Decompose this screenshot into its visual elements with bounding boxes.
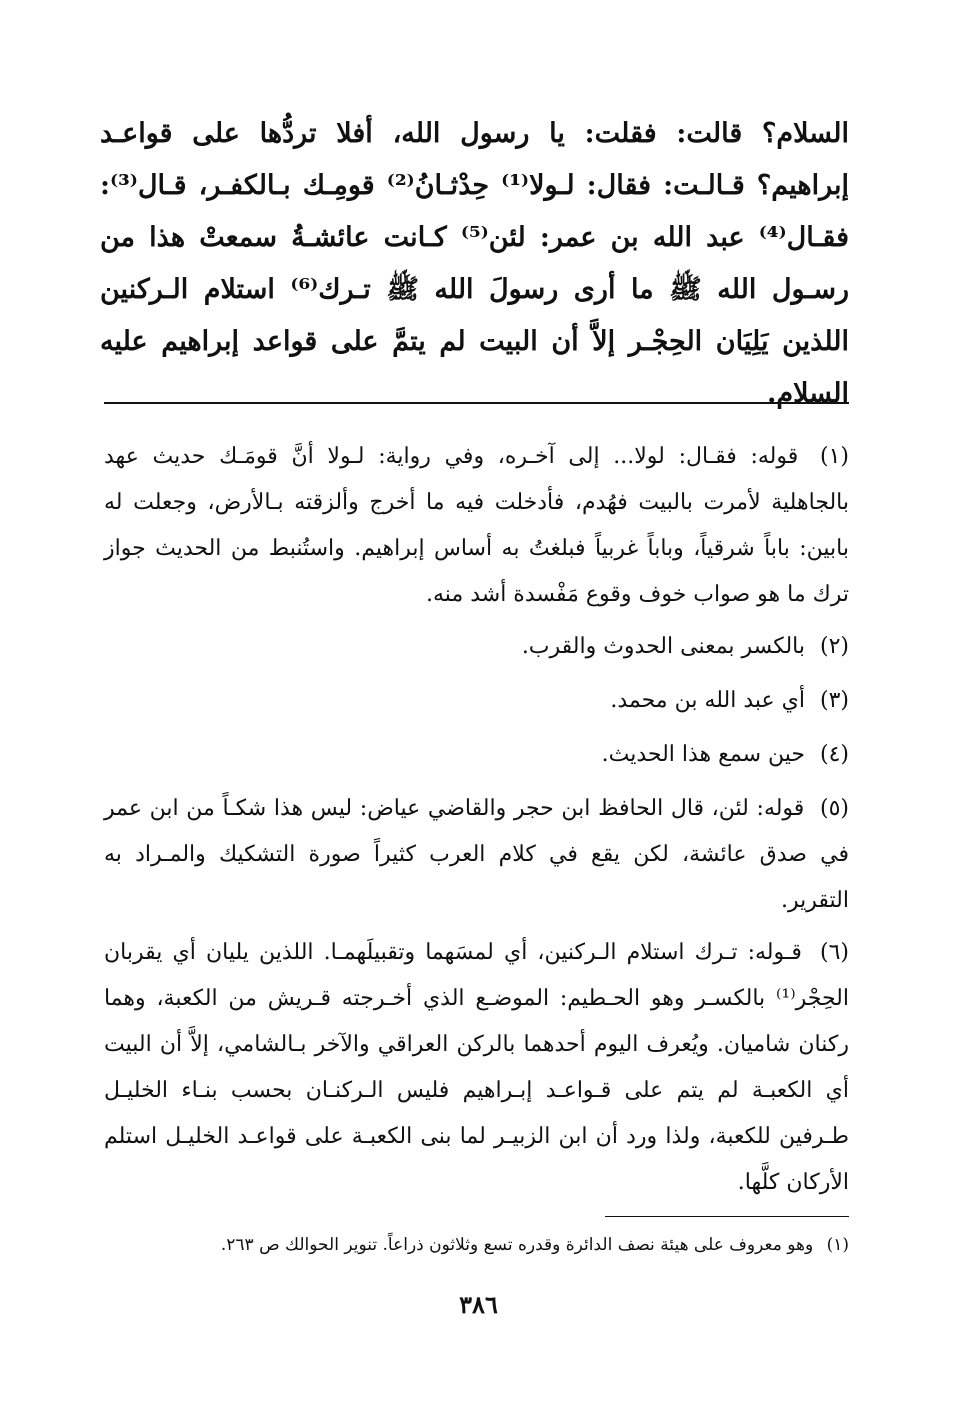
footnote-text: حين سمع هذا الحديث. [601,742,805,767]
footnote-number: (٦) [819,940,849,965]
sub-footnote-text: وهو معروف على هيئة نصف الدائرة وقدره تسع وثلاثون ذراعاً. تنوير الحوالك ص ٢٦٣. [220,1235,814,1255]
footnote-6 [104,930,849,1206]
footnote-4 [104,732,849,778]
footnotes-block [104,434,849,1212]
footnote-2 [104,624,849,670]
footnote-text: بالكسر بمعنى الحدوث والقرب. [521,634,805,659]
sub-footnote-number: (١) [826,1235,849,1255]
footnote-number: (٥) [819,796,849,821]
page-number: ٣٨٦ [459,1290,498,1319]
footnote-number: (٤) [819,742,849,767]
main-paragraph: السلام؟ قالت: فقلت: يا رسول الله، أفلا تردُّها على قواعـد إبراهيم؟ قـالـت: فقال: لـولا⁽¹⁾ حِدْثـانُ⁽²⁾ قومِـك بـالكفـر، قـال⁽³⁾: فقـال⁽⁴⁾ عبد الله بن عمر: لئن⁽⁵⁾ كـانت عائشـةُ سمعتْ هذا من رسـول الله ﷺ ما أرى رسولَ الله ﷺ تـرك⁽⁶⁾ استلام الـركنين اللذين يَلِيَان الحِجْـر إلاَّ أن البيت لم يتمَّ على قواعد إبراهيم عليه السلام. [100,118,850,409]
footnote-1 [104,434,849,618]
sub-footnote-separator [605,1216,849,1217]
footnote-number: (١) [819,444,849,469]
footnote-text: قـوله: تـرك استلام الـركنين، أي لمسَهما وتقبيلَهمـا. اللذين يليان أي يقربان الحِجْر⁽¹⁾ بالكسـر وهو الحـطيم: الموضـع الذي أخـرجته قـريش من الكعبة، وهما ركنان شاميان. ويُعرف اليوم أحدهما بالركن العراقي والآخر بـالشامي، إلاَّ أن البيت أي الكعبـة لم يتم على قـواعـد إبـراهيم فليس الـركنـان بحسب بنـاء الخليـل طـرفين للكعبة، ولذا ورد أن ابن الزبيـر لما بنى الكعبـة على قواعـد الخليـل استلم الأركان كلَّها. [104,940,849,1195]
footnote-number: (٢) [819,634,849,659]
footnote-text: قوله: فقـال: لولا... إلى آخـره، وفي رواية: لـولا أنَّ قومَـك حديث عهد بالجاهلية لأمرت بالبيت فهُدم، فأدخلت فيه ما أخرج وألزقته بـالأرض، وجعلت له بابين: باباً شرقياً، وباباً غربياً فبلغتُ به أساس إبراهيم. واستُنبط من الحديث جواز ترك ما هو صواب خوف وقوع مَفْسدة أشد منه. [104,444,849,607]
footnote-text: قوله: لئن، قال الحافظ ابن حجر والقاضي عياض: ليس هذا شكـاً من ابن عمر في صدق عائشة، لكن يقع في كلام العرب كثيراً صورة التشكيك والمـراد به التقرير. [104,796,849,913]
sub-footnote [104,1230,849,1260]
footnote-3 [104,678,849,724]
footnote-5 [104,786,849,924]
footnote-text: أي عبد الله بن محمد. [610,688,805,713]
footnote-separator [104,402,849,404]
footnote-number: (٣) [819,688,849,713]
main-text-block [100,108,849,420]
